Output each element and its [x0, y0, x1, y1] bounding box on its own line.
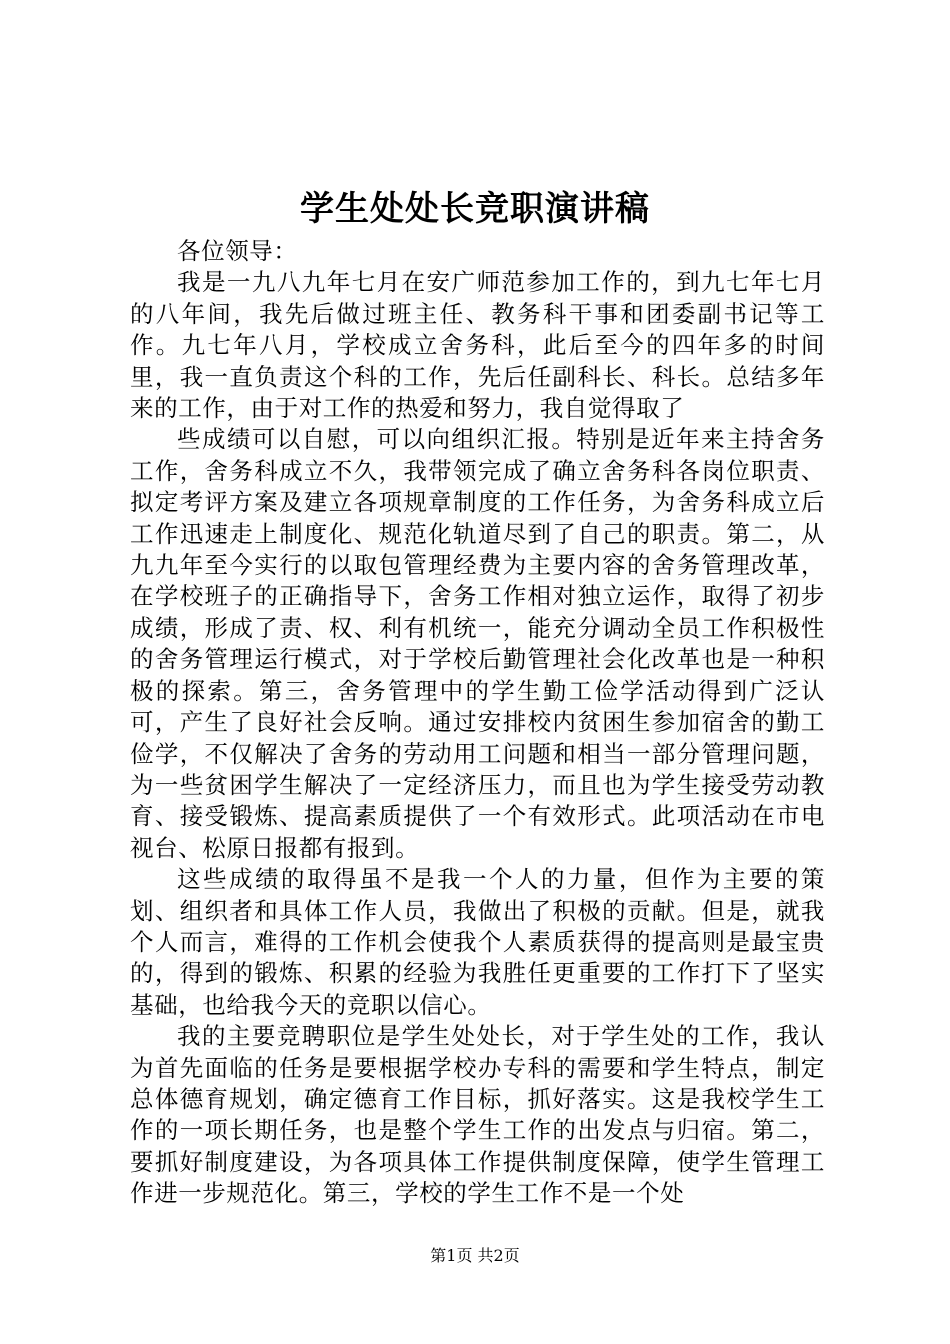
body-paragraph: 些成绩可以自慰，可以向组织汇报。特别是近年来主持舍务工作，舍务科成立不久，我带领完成了确立舍务科各岗位职责、拟定考评方案及建立各项规章制度的工作任务，为舍务科成立后工作迅速走上制度化、规范化轨道尽到了自己的职责。第二，从九九年至今实行的以取包管理经费为主要内容的舍务管理改革，在学校班子的正确指导下，舍务工作相对独立运作，取得了初步成绩，形成了责、权、利有机统一，能充分调动全员工作积极性的舍务管理运行模式，对于学校后勤管理社会化改革也是一种积极的探索。第三，舍务管理中的学生勤工俭学活动得到广泛认可，产生了良好社会反响。通过安排校内贫困生参加宿舍的勤工俭学，不仅解决了舍务的劳动用工问题和相当一部分管理问题，为一些贫困学生解决了一定经济压力，而且也为学生接受劳动教育、接受锻炼、提高素质提供了一个有效形式。此项活动在市电视台、松原日报都有报到。	[130, 425, 825, 862]
body-paragraph: 我是一九八九年七月在安广师范参加工作的，到九七年七月的八年间，我先后做过班主任、教务科干事和团委副书记等工作。九七年八月，学校成立舍务科，此后至今的四年多的时间里，我一直负责这个科的工作，先后任副科长、科长。总结多年来的工作，由于对工作的热爱和努力，我自觉得取了	[130, 268, 825, 423]
document-body	[130, 236, 825, 1210]
body-paragraph: 我的主要竞聘职位是学生处处长，对于学生处的工作，我认为首先面临的任务是要根据学校办专科的需要和学生特点，制定总体德育规划，确定德育工作目标，抓好落实。这是我校学生工作的一项长期任务，也是整个学生工作的出发点与归宿。第二，要抓好制度建设，为各项具体工作提供制度保障，使学生管理工作进一步规范化。第三，学校的学生工作不是一个处	[130, 1022, 825, 1208]
body-paragraph: 这些成绩的取得虽不是我一个人的力量，但作为主要的策划、组织者和具体工作人员，我做出了积极的贡献。但是，就我个人而言，难得的工作机会使我个人素质获得的提高则是最宝贵的，得到的锻炼、积累的经验为我胜任更重要的工作打下了坚实基础，也给我今天的竞职以信心。	[130, 865, 825, 1019]
page-number-footer: 第1页 共2页	[430, 1246, 520, 1265]
salutation-paragraph: 各位领导：	[177, 237, 298, 265]
document-title: 学生处处长竞职演讲稿	[300, 189, 650, 229]
